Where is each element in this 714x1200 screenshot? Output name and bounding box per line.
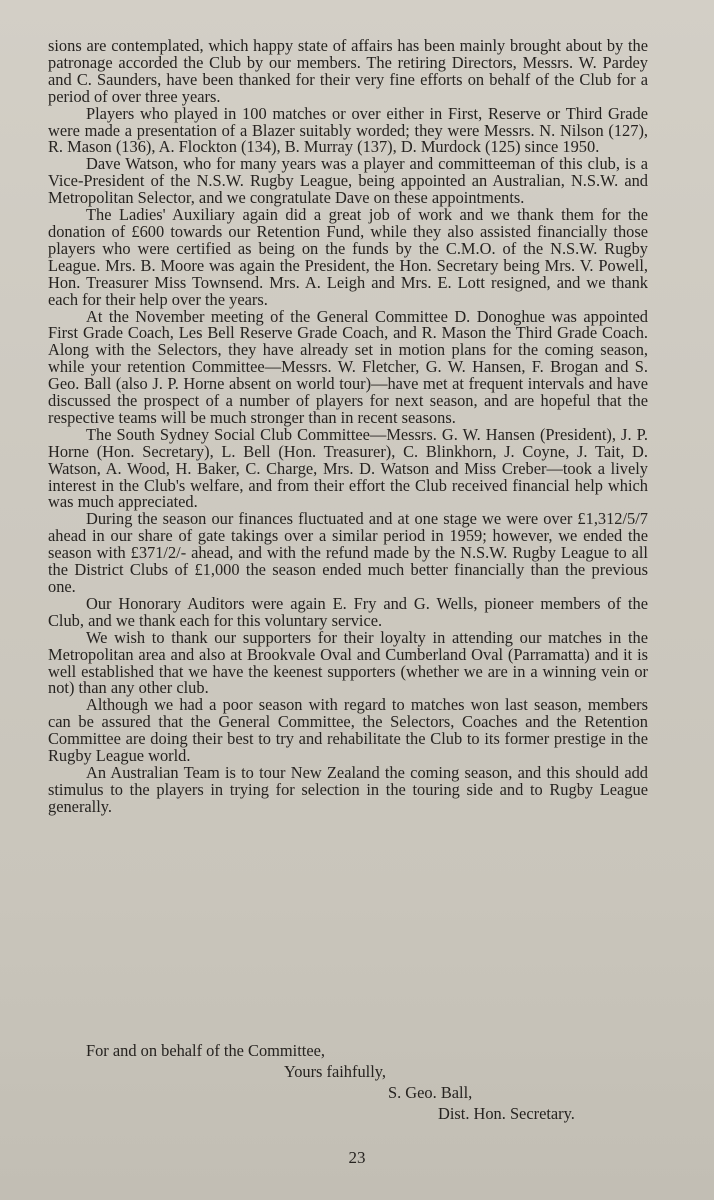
- paragraph-ladies-auxiliary: The Ladies' Auxiliary again did a great job of work and we thank them for the donation of £600 towards our Retention Fund, while they also assisted financially those players who were certified as being on the funds by the C.M.O. of the N.S.W. Rugby League. Mrs. B. Moore was again the President, the Hon. Secretary being Mrs. V. Powell, Hon. Treasurer Miss Townsend. Mrs. A. Leigh and Mrs. E. Lott resigned, and we thank each for their help over the years.: [48, 205, 648, 309]
- paragraph-nz-tour: An Australian Team is to tour New Zealand the coming season, and this should add stimulus to the players in trying for selection in the touring side and to Rugby League generally.: [48, 762, 648, 816]
- paragraph-poor-season: Although we had a poor season with regard to matches won last season, members can be assured that the General Committee, the Selectors, Coaches and the Retention Committee are doing their best to try and rehabilitate the Club to its former prestige in the Rugby League world.: [48, 695, 648, 766]
- closing-behalf: For and on behalf of the Committee,: [86, 1041, 325, 1060]
- paragraph-coaches: At the November meeting of the General Committee D. Donoghue was appointed First Grade Coach, Les Bell Reserve Grade Coach, and R. Mason the Third Grade Coach. Along with the Selectors, they have already set in motion plans for the coming season, while your retention Committee—Messrs. W. Fletcher, G. W. Hansen, F. Brogan and S. Geo. Ball (also J. P. Horne absent on world tour)—have met at frequent intervals and have discussed the prospect of a number of players for next season, and are hopeful that the respective teams will be much stronger than in recent seasons.: [48, 306, 648, 427]
- paragraph-blazer-presentation: Players who played in 100 matches or over either in First, Reserve or Third Grade were made a presentation of a Blazer suitably worded; they were Messrs. N. Nilson (127), R. Mason (136), A. Flockton (134), B. Murray (137), D. Murdock (125) since 1950.: [48, 103, 648, 157]
- closing-salutation: Yours faihfully,: [284, 1062, 386, 1081]
- paragraph-supporters: We wish to thank our supporters for their loyalty in attending our matches in the Metropolitan area and also at Brookvale Oval and Cumberland Oval (Parramatta) and it is well established that we have the keenest supporters (whether we are in a winning vein or not) than any other club.: [48, 627, 648, 698]
- signatory-title: Dist. Hon. Secretary.: [438, 1104, 575, 1123]
- paragraph-social-club: The South Sydney Social Club Committee—Messrs. G. W. Hansen (President), J. P. Horne (Hon. Secretary), L. Bell (Hon. Treasurer), C. Blinkhorn, J. Coyne, J. Tait, D. Watson, A. Wood, H. Baker, C. Charge, Mrs. D. Watson and Miss Creber—took a lively interest in the Club's welfare, and from their effort the Club received financial help which was much appreciated.: [48, 424, 648, 512]
- body-text: [48, 38, 648, 816]
- page-number: 23: [348, 1148, 366, 1167]
- paragraph-continued: sions are contemplated, which happy state of affairs has been mainly brought about by the patronage accorded the Club by our members. The retiring Directors, Messrs. W. Pardey and C. Saunders, have been thanked for their very fine efforts on behalf of the Club for a period of over three years.: [48, 36, 648, 106]
- paragraph-finances: During the season our finances fluctuated and at one stage we were over £1,312/5/7 ahead in our share of gate takings over a similar period in 1959; however, we ended the season with £371/2/- ahead, and with the refund made by the N.S.W. Rugby League to all the District Clubs of £1,000 the season ended much better financially than the previous one.: [48, 509, 648, 596]
- paragraph-auditors: Our Honorary Auditors were again E. Fry and G. Wells, pioneer members of the Club, and we thank each for this voluntary service.: [48, 593, 648, 630]
- letter-closing: [48, 1040, 648, 1124]
- paragraph-dave-watson: Dave Watson, who for many years was a player and committeeman of this club, is a Vice-President of the N.S.W. Rugby League, being appointed an Australian, N.S.W. and Metropolitan Selector, and we congratulate Dave on these appointments.: [48, 154, 648, 208]
- signatory-name: S. Geo. Ball,: [388, 1083, 473, 1102]
